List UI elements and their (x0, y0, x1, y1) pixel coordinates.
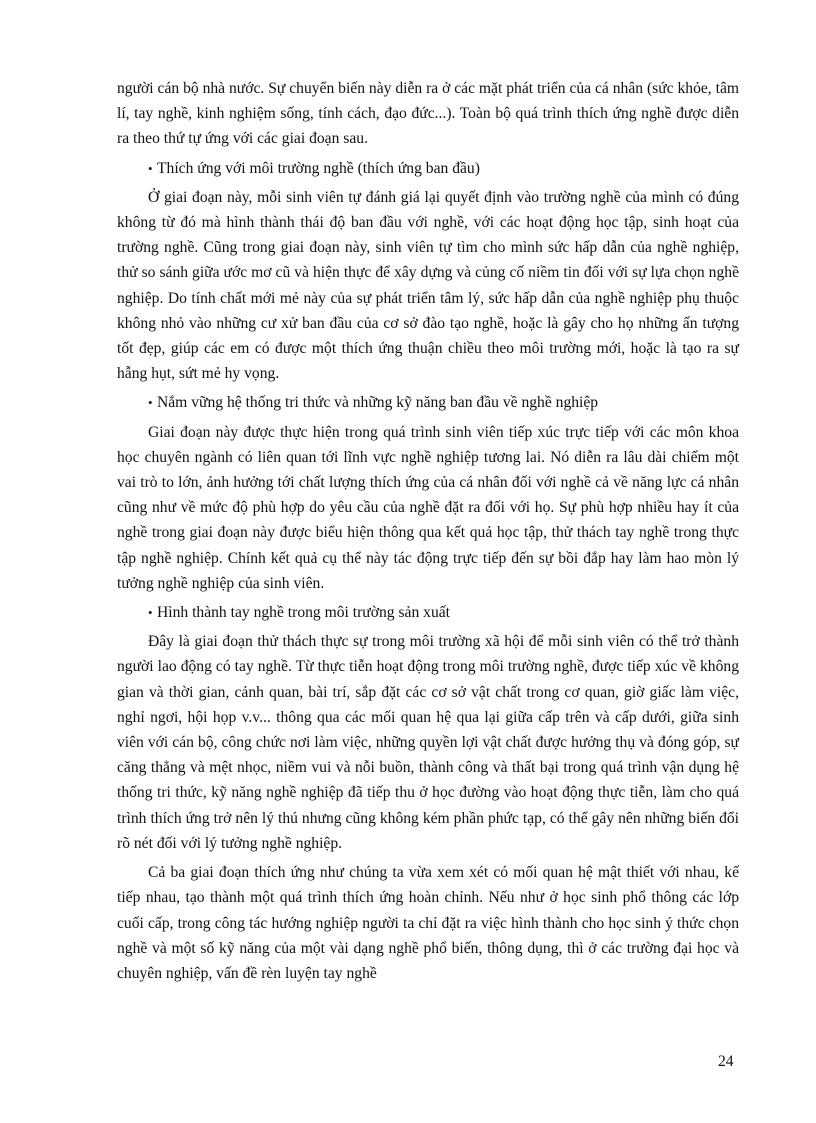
page-number: 24 (718, 1053, 734, 1070)
bullet-icon: • (148, 160, 153, 176)
bullet-icon: • (148, 395, 153, 411)
paragraph: Ở giai đoạn này, mỗi sinh viên tự đánh giá lại quyết định vào trường nghề của mình có đúng không từ đó mà hình thành thái độ ban đầu với nghề, với các hoạt động học tập, sinh hoạt của trường nghề. Cũng trong giai đoạn này, sinh viên tự tìm cho mình sức hấp dẫn của nghề nghiệp, thử so sánh giữa ước mơ cũ và hiện thực để xây dựng và củng cố niềm tin đối với sự lựa chọn nghề nghiệp. Do tính chất mới mẻ này của sự phát triển tâm lý, sức hấp dẫn của nghề nghiệp phụ thuộc không nhỏ vào những cư xử ban đầu của cơ sở đào tạo nghề, hoặc là gây cho họ những ấn tượng tốt đẹp, giúp các em có được một thích ứng thuận chiều theo môi trường mới, hoặc là tạo ra sự hẫng hụt, sứt mẻ hy vọng. (117, 188, 739, 383)
paragraph-continuation: người cán bộ nhà nước. Sự chuyển biến này diễn ra ở các mặt phát triển của cá nhân (sức khỏe, tâm lí, tay nghề, kinh nghiệm sống, tính cách, đạo đức...). Toàn bộ quá trình thích ứng nghề được diễn ra theo thứ tự ứng với các giai đoạn sau. (117, 80, 739, 148)
document-body (117, 76, 739, 986)
bullet-heading-text: Thích ứng với môi trường nghề (thích ứng ban đầu) (157, 159, 480, 177)
bullet-icon: • (148, 605, 153, 621)
bullet-heading-1 (117, 156, 739, 181)
bullet-heading-3 (117, 600, 739, 625)
paragraph: Cả ba giai đoạn thích ứng như chúng ta vừa xem xét có mối quan hệ mật thiết với nhau, kế tiếp nhau, tạo thành một quá trình thích ứng hoàn chỉnh. Nếu như ở học sinh phổ thông các lớp cuối cấp, trong công tác hướng nghiệp người ta chỉ đặt ra việc hình thành cho học sinh ý thức chọn nghề và một số kỹ năng của một vài dạng nghề phổ biến, thông dụng, thì ở các trường đại học và chuyên nghiệp, vấn đề rèn luyện tay nghề (117, 864, 739, 982)
paragraph: Giai đoạn này được thực hiện trong quá trình sinh viên tiếp xúc trực tiếp với các môn khoa học chuyên ngành có liên quan tới lĩnh vực nghề nghiệp tương lai. Nó diễn ra lâu dài chiếm một vai trò to lớn, ảnh hưởng tới chất lượng thích ứng của cá nhân đối với nghề cả về năng lực cá nhân cũng như về mức độ phù hợp do yêu cầu của nghề đặt ra đối với họ. Sự phù hợp nhiều hay ít của nghề trong giai đoạn này được biểu hiện thông qua kết quả học tập, thử thách tay nghề trong thực tập nghề nghiệp. Chính kết quả cụ thể này tác động trực tiếp đến sự bồi đắp hay làm hao mòn lý tưởng nghề nghiệp của sinh viên. (117, 423, 739, 592)
bullet-heading-text: Nắm vững hệ thống tri thức và những kỹ năng ban đầu về nghề nghiệp (157, 394, 599, 412)
bullet-heading-text: Hình thành tay nghề trong môi trường sản xuất (157, 604, 451, 622)
paragraph: Đây là giai đoạn thử thách thực sự trong môi trường xã hội để mỗi sinh viên có thể trở thành người lao động có tay nghề. Từ thực tiễn hoạt động trong môi trường nghề, được tiếp xúc về không gian và thời gian, cảnh quan, bài trí, sắp đặt các cơ sở vật chất trong cơ quan, giờ giấc làm việc, nghỉ ngơi, hội họp v.v... thông qua các mối quan hệ qua lại giữa cấp trên và cấp dưới, giữa sinh viên với cán bộ, công chức nơi làm việc, những quyền lợi vật chất được hưởng thụ và đóng góp, sự căng thẳng và mệt nhọc, niềm vui và nỗi buồn, thành công và thất bại trong quá trình vận dụng hệ thống tri thức, kỹ năng nghề nghiệp đã tiếp thu ở học đường vào hoạt động thực tiễn, làm cho quá trình thích ứng trở nên lý thú nhưng cũng không kém phần phức tạp, có thể gây nên những biến đổi rõ nét đối với lý tưởng nghề nghiệp. (117, 633, 739, 852)
bullet-heading-2 (117, 390, 739, 415)
